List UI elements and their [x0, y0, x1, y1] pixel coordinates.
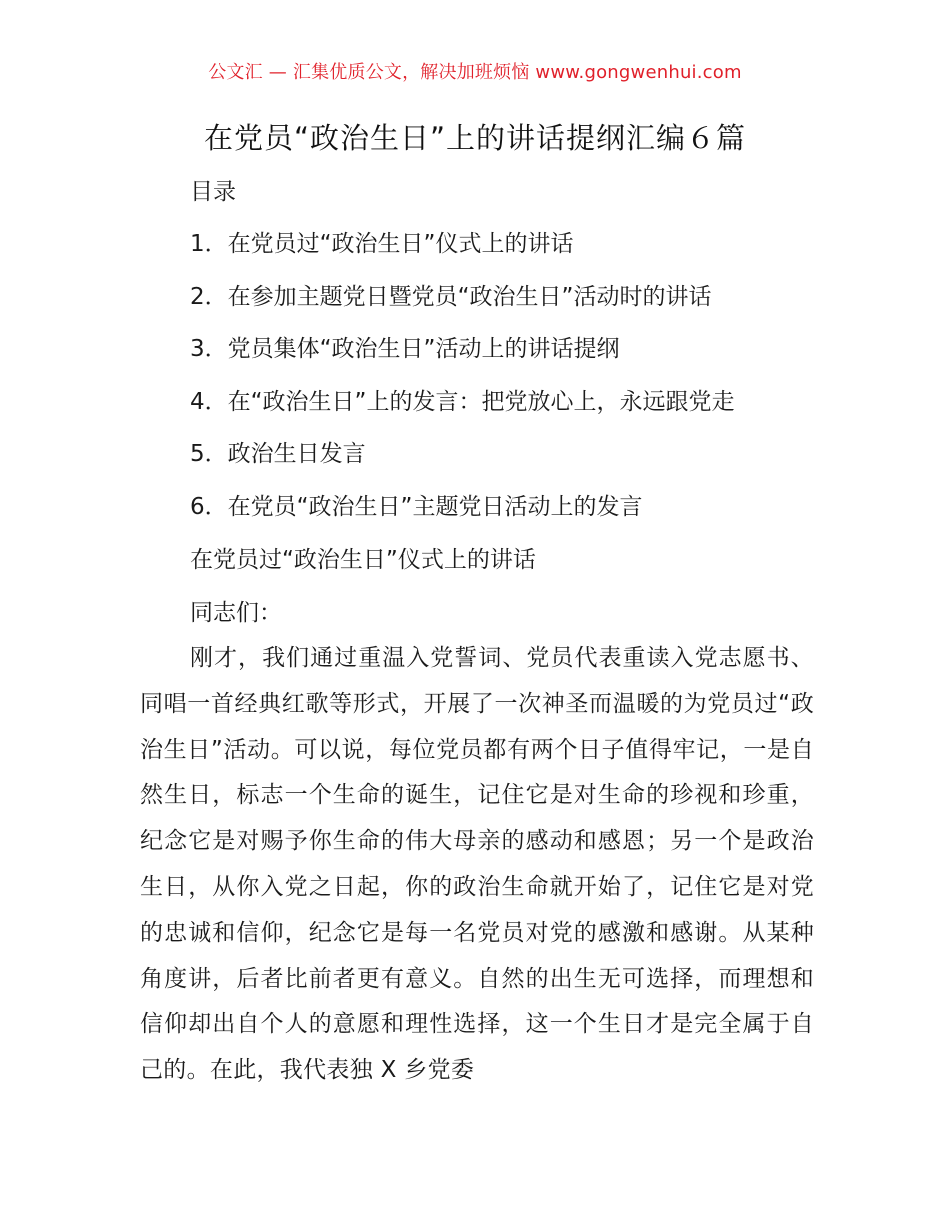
toc-item: [190, 386, 734, 439]
document-title: 在党员“政治生日”上的讲话提纲汇编６篇: [203, 121, 747, 155]
toc-item: [190, 281, 734, 334]
toc-item: [190, 491, 734, 544]
table-of-contents: [190, 228, 734, 543]
toc-item-number: 6．: [190, 493, 228, 520]
toc-item-text: 党员集体“政治生日”活动上的讲话提纲: [227, 336, 620, 362]
toc-item-text: 政治生日发言: [227, 441, 366, 467]
toc-item-text: 在“政治生日”上的发言：把党放心上，永远跟党走: [227, 388, 735, 415]
site-banner-link[interactable]: 公文汇 — 汇集优质公文，解决加班烦恼 www.gongwenhui.com: [208, 62, 742, 83]
body-paragraph: 刚才，我们通过重温入党誓词、党员代表重读入党志愿书、同唱一首经典红歌等形式，开展了一次神圣而温暖的为党员过“政治生日”活动。可以说，每位党员都有两个日子值得牢记，一是自然生日，标志一个生命的诞生，记住它是对生命的珍视和珍重，纪念它是对赐予你生命的伟大母亲的感动和感恩；另一个是政治生日，从你入党之日起，你的政治生命就开始了，记住它是对党的忠诚和信仰，纪念它是每一名党员对党的感激和感谢。从某种角度讲，后者比前者更有意义。自然的出生无可选择，而理想和信仰却出自个人的意愿和理性选择，这一个生日才是完全属于自己的。在此，我代表独 X 乡党委: [140, 645, 814, 1084]
toc-item-text: 在党员过“政治生日”仪式上的讲话: [227, 231, 574, 257]
section-heading: 在党员过“政治生日”仪式上的讲话: [190, 547, 536, 573]
toc-label: 目录: [190, 179, 236, 205]
salutation: 同志们：: [190, 600, 282, 626]
toc-item-text: 在参加主题党日暨党员“政治生日”活动时的讲话: [227, 283, 712, 310]
toc-item-number: 2．: [190, 283, 228, 310]
toc-item-number: 3．: [190, 336, 228, 362]
toc-item: [190, 333, 734, 386]
toc-item-text: 在党员“政治生日”主题党日活动上的发言: [227, 493, 643, 520]
toc-item-number: 1．: [190, 231, 228, 257]
toc-item-number: 4．: [190, 388, 228, 415]
toc-item-number: 5．: [190, 441, 228, 467]
toc-item: [190, 228, 734, 281]
toc-item: [190, 438, 734, 491]
